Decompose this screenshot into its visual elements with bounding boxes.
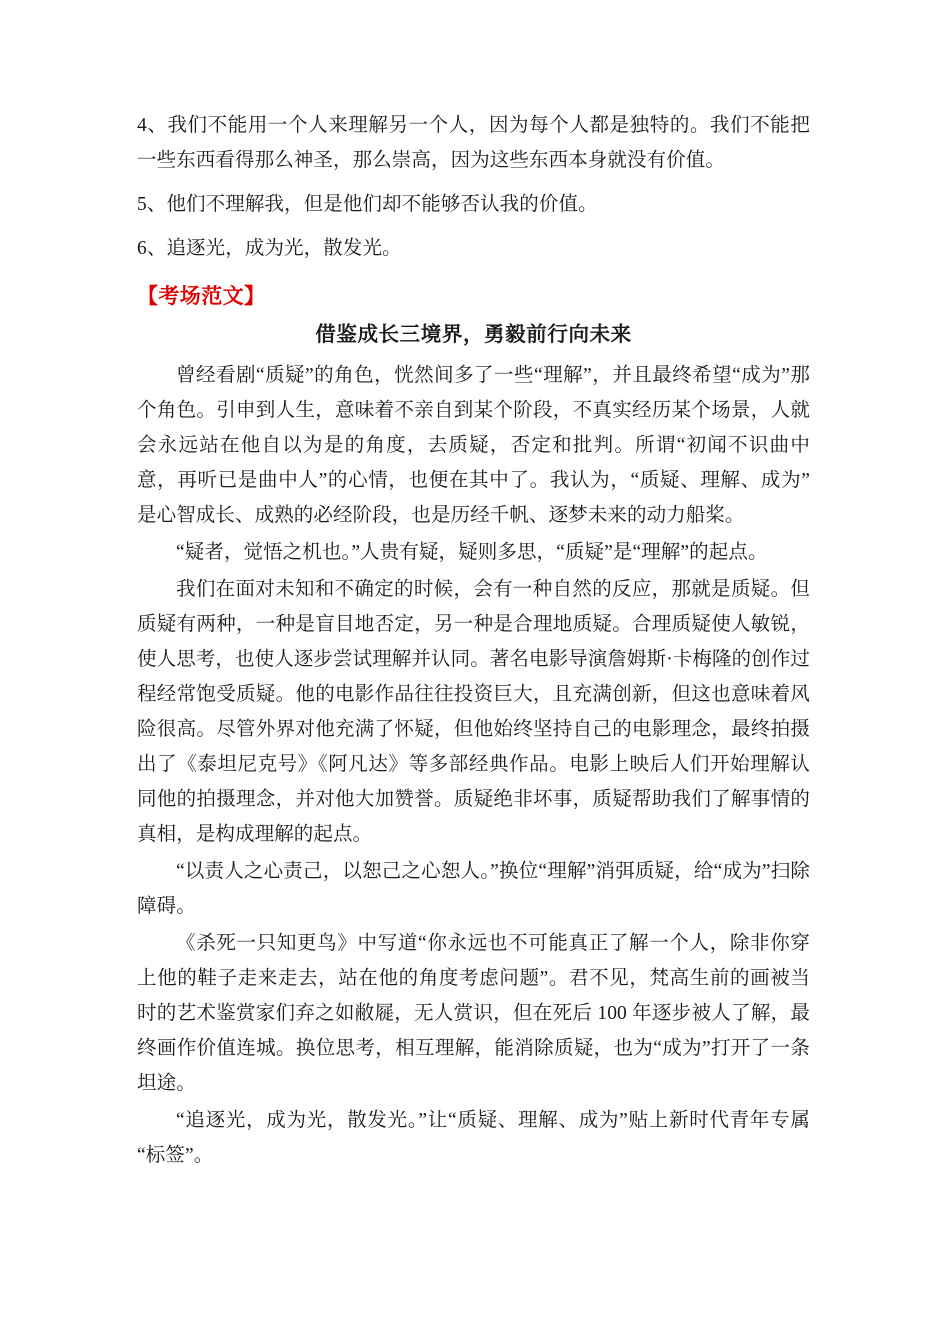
list-item: 5、他们不理解我，但是他们却不能够否认我的价值。 — [137, 194, 598, 215]
list-item: 6、追逐光，成为光，散发光。 — [137, 238, 402, 259]
document-body — [137, 108, 810, 1173]
paragraph: “疑者，觉悟之机也。”人贵有疑，疑则多思，“质疑”是“理解”的起点。 — [176, 542, 768, 563]
quote-list — [137, 108, 810, 266]
paragraph: 曾经看剧“质疑”的角色，恍然间多了一些“理解”，并且最终希望“成为”那个角色。引申到人生，意味着不亲自到某个阶段，不真实经历某个场景，人就会永远站在他自以为是的角度，去质疑，否定和批判。所谓“初闻不识曲中意，再听已是曲中人”的心情，也便在其中了。我认为，“质疑、理解、成为”是心智成长、成熟的必经阶段，也是历经千帆、逐梦未来的动力船桨。 — [137, 365, 810, 526]
list-item: 4、我们不能用一个人来理解另一个人，因为每个人都是独特的。我们不能把一些东西看得那么神圣，那么崇高，因为这些东西本身就没有价值。 — [137, 115, 810, 171]
paragraph: “追逐光，成为光，散发光。”让“质疑、理解、成为”贴上新时代青年专属“标签”。 — [137, 1110, 810, 1166]
section-heading: 【考场范文】 — [137, 284, 266, 308]
paragraph: 我们在面对未知和不确定的时候，会有一种自然的反应，那就是质疑。但质疑有两种，一种是盲目地否定，另一种是合理地质疑。合理质疑使人敏锐，使人思考，也使人逐步尝试理解并认同。著名电影导演詹姆斯·卡梅隆的创作过程经常饱受质疑。他的电影作品往往投资巨大，且充满创新，但这也意味着风险很高。尽管外界对他充满了怀疑，但他始终坚持自己的电影理念，最终拍摄出了《泰坦尼克号》《阿凡达》等多部经典作品。电影上映后人们开始理解认同他的拍摄理念，并对他大加赞誉。质疑绝非坏事，质疑帮助我们了解事情的真相，是构成理解的起点。 — [137, 579, 810, 845]
paragraph: 《杀死一只知更鸟》中写道“你永远也不可能真正了解一个人，除非你穿上他的鞋子走来走去，站在他的角度考虑问题”。君不见，梵高生前的画被当时的艺术鉴赏家们弃之如敝屣，无人赏识，但在死后 100 年逐步被人了解，最终画作价值连城。换位思考，相互理解，能消除质疑，也为“成为”打开了一条坦途。 — [137, 933, 810, 1094]
paragraph: “以责人之心责己，以恕己之心恕人。”换位“理解”消弭质疑，给“成为”扫除障碍。 — [137, 861, 810, 917]
page-title: 借鉴成长三境界，勇毅前行向未来 — [315, 324, 632, 346]
essay-body — [137, 358, 810, 1173]
